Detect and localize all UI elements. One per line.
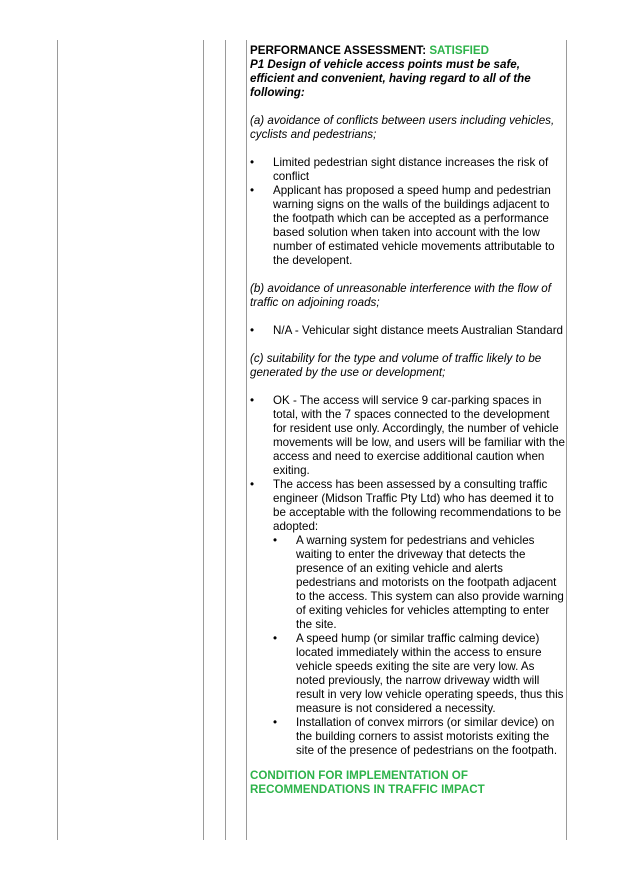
list-item: • Applicant has proposed a speed hump and pedestrian warning signs on the walls of the buildings adjacent to the footpath which can be accepted as a performance based solution when taken into account with the low number of estimated vehicle movements attributable to the developent.	[273, 184, 566, 268]
list-item-text: The access has been assessed by a consulting traffic engineer (Midson Traffic Pty Ltd) who has deemed it to be acceptable with the following recommendations to be adopted:	[273, 478, 562, 533]
assessment-cell	[250, 44, 566, 797]
assessment-label: PERFORMANCE ASSESSMENT:	[250, 44, 427, 57]
table-border-col2	[203, 40, 204, 840]
section-a-list	[250, 156, 566, 268]
p1-title: P1 Design of vehicle access points must be safe, efficient and convenient, having regard to all of the following:	[250, 58, 531, 99]
section-b-heading: (b) avoidance of unreasonable interference with the flow of traffic on adjoining roads;	[250, 282, 551, 309]
list-item: • N/A - Vehicular sight distance meets Australian Standard	[273, 324, 566, 338]
assessment-heading	[250, 44, 566, 58]
list-item: • Limited pedestrian sight distance increases the risk of conflict	[273, 156, 566, 184]
recommendations-list	[273, 534, 566, 758]
table-border-left	[57, 40, 58, 840]
table-border-col3	[225, 40, 226, 840]
condition-heading: CONDITION FOR IMPLEMENTATION OF RECOMMENDATIONS IN TRAFFIC IMPACT	[250, 769, 485, 796]
list-item: • A speed hump (or similar traffic calming device) located immediately within the access to ensure vehicle speeds exiting the site are very low. As noted previously, the narrow driveway width will result in very low vehicle operating speeds, thus this measure is not considered a necessity.	[296, 632, 566, 716]
section-c-list	[250, 394, 566, 758]
assessment-status: SATISFIED	[429, 44, 490, 57]
list-item: • OK - The access will service 9 car-parking spaces in total, with the 7 spaces connected to the development for resident use only. Accordingly, the number of vehicle movements will be low, and users will be familiar with the access and need to exercise additional caution when exiting.	[273, 394, 566, 478]
section-b-list	[250, 324, 566, 338]
section-a-heading: (a) avoidance of conflicts between users including vehicles, cyclists and pedestrians;	[250, 114, 555, 141]
list-item: • Installation of convex mirrors (or similar device) on the building corners to assist motorists exiting the site of the presence of pedestrians on the footpath.	[296, 716, 566, 758]
table-border-right	[566, 40, 567, 840]
table-border-col4	[246, 40, 247, 840]
list-item	[273, 478, 566, 758]
section-c-heading: (c) suitability for the type and volume of traffic likely to be generated by the use or development;	[250, 352, 542, 379]
list-item: • A warning system for pedestrians and vehicles waiting to enter the driveway that detects the presence of an exiting vehicle and alerts pedestrians and motorists on the footpath adjacent to the access. This system can also provide warning of exiting vehicles for vehicles attempting to enter the site.	[296, 534, 566, 632]
